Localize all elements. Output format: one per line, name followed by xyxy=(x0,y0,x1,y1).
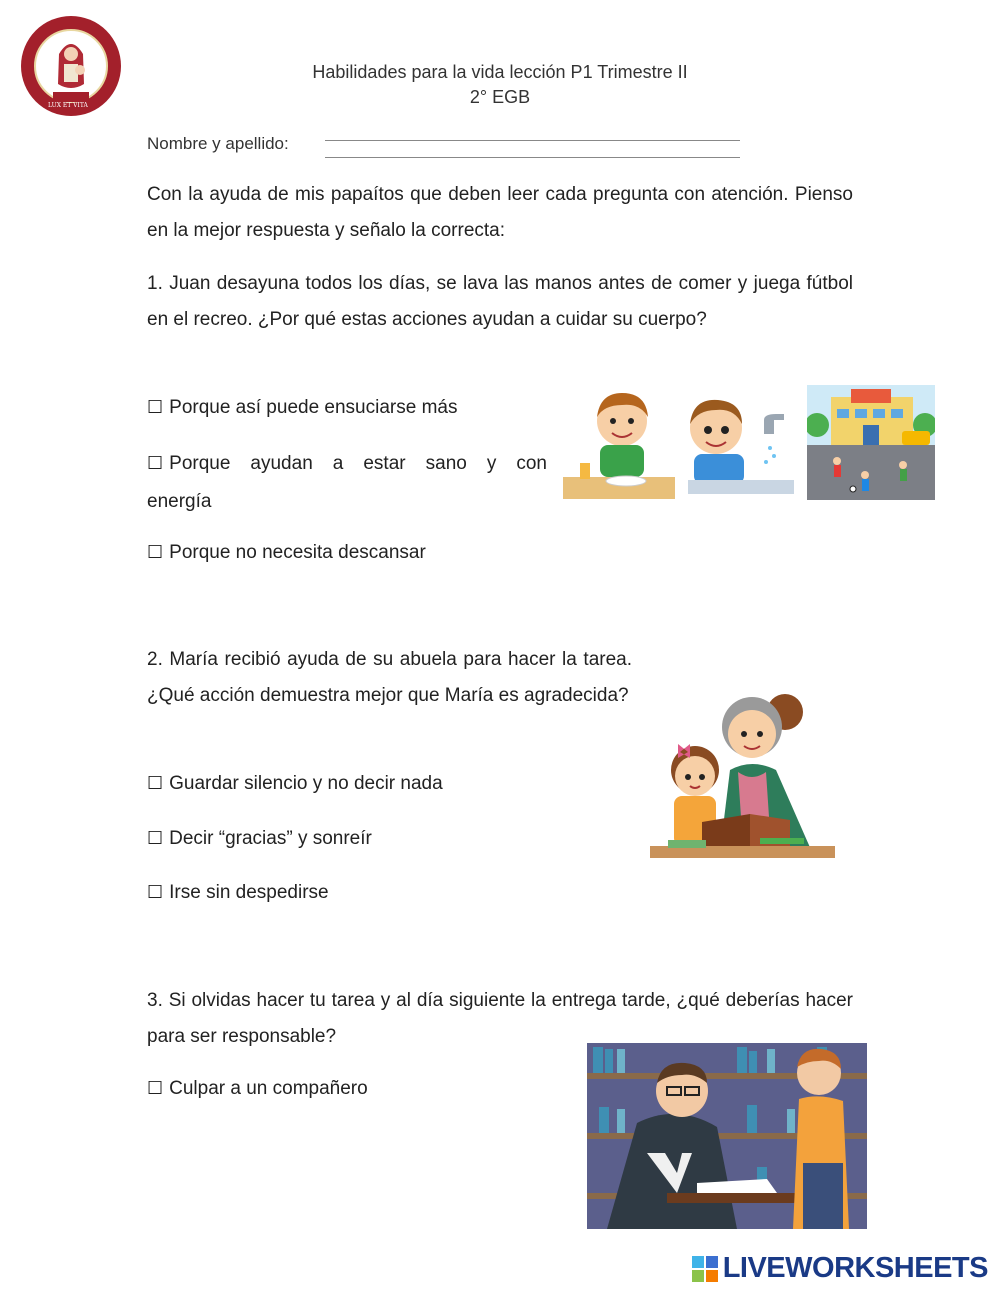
boy-washing-hands-illustration xyxy=(678,390,796,498)
question-3-text: 3. Si olvidas hacer tu tarea y al día siguiente la entrega tarde, ¿qué deberías hacer para ser responsable? xyxy=(147,990,853,1047)
page-subtitle: 2° EGB xyxy=(469,87,531,107)
liveworksheets-icon xyxy=(692,1256,718,1282)
checkbox-icon[interactable]: ☐ xyxy=(147,828,164,849)
checkbox-icon[interactable]: ☐ xyxy=(147,882,164,903)
question-2-text: 2. María recibió ayuda de su abuela para hacer la tarea. ¿Qué acción demuestra mejor que María es agradecida? xyxy=(147,649,632,706)
question-3-option-1[interactable]: ☐ Culpar a un compañero xyxy=(147,1078,368,1099)
grandmother-helping-girl-illustration xyxy=(650,682,835,872)
instructions: Con la ayuda de mis papaítos que deben leer cada pregunta con atención. Pienso en la mejor respuesta y señalo la correcta: xyxy=(147,184,853,241)
checkbox-icon[interactable]: ☐ xyxy=(147,542,164,563)
question-1-option-1[interactable]: ☐ Porque así puede ensuciarse más xyxy=(147,397,458,418)
boy-eating-illustration xyxy=(560,383,678,501)
question-1-text: 1. Juan desayuna todos los días, se lava las manos antes de comer y juega fútbol en el recreo. ¿Por qué estas acciones ayudan a cuidar su cuerpo? xyxy=(147,273,853,330)
question-1-option-2[interactable]: ☐ Porque ayudan a estar sano y con energía xyxy=(147,453,547,512)
checkbox-icon[interactable]: ☐ xyxy=(147,773,164,794)
checkbox-icon[interactable]: ☐ xyxy=(147,397,164,418)
page-title: Habilidades para la vida lección P1 Trimestre II xyxy=(312,62,688,82)
checkbox-icon[interactable]: ☐ xyxy=(147,1078,164,1099)
question-1-option-3[interactable]: ☐ Porque no necesita descansar xyxy=(147,542,426,563)
school-playground-illustration xyxy=(807,385,935,500)
logo-motto: LUX ET VITA xyxy=(48,102,88,109)
name-line-bottom[interactable] xyxy=(325,157,740,158)
name-line-top xyxy=(325,140,740,141)
teacher-and-student-illustration xyxy=(587,1043,867,1229)
liveworksheets-logo-text[interactable]: LIVEWORKSHEETS xyxy=(722,1252,988,1284)
question-2-option-2[interactable]: ☐ Decir “gracias” y sonreír xyxy=(147,828,372,849)
question-2-option-1[interactable]: ☐ Guardar silencio y no decir nada xyxy=(147,773,443,794)
checkbox-icon[interactable]: ☐ xyxy=(147,453,164,474)
name-label: Nombre y apellido: xyxy=(147,134,289,153)
liveworksheets-brand xyxy=(692,1256,718,1286)
question-2-option-3[interactable]: ☐ Irse sin despedirse xyxy=(147,882,329,903)
